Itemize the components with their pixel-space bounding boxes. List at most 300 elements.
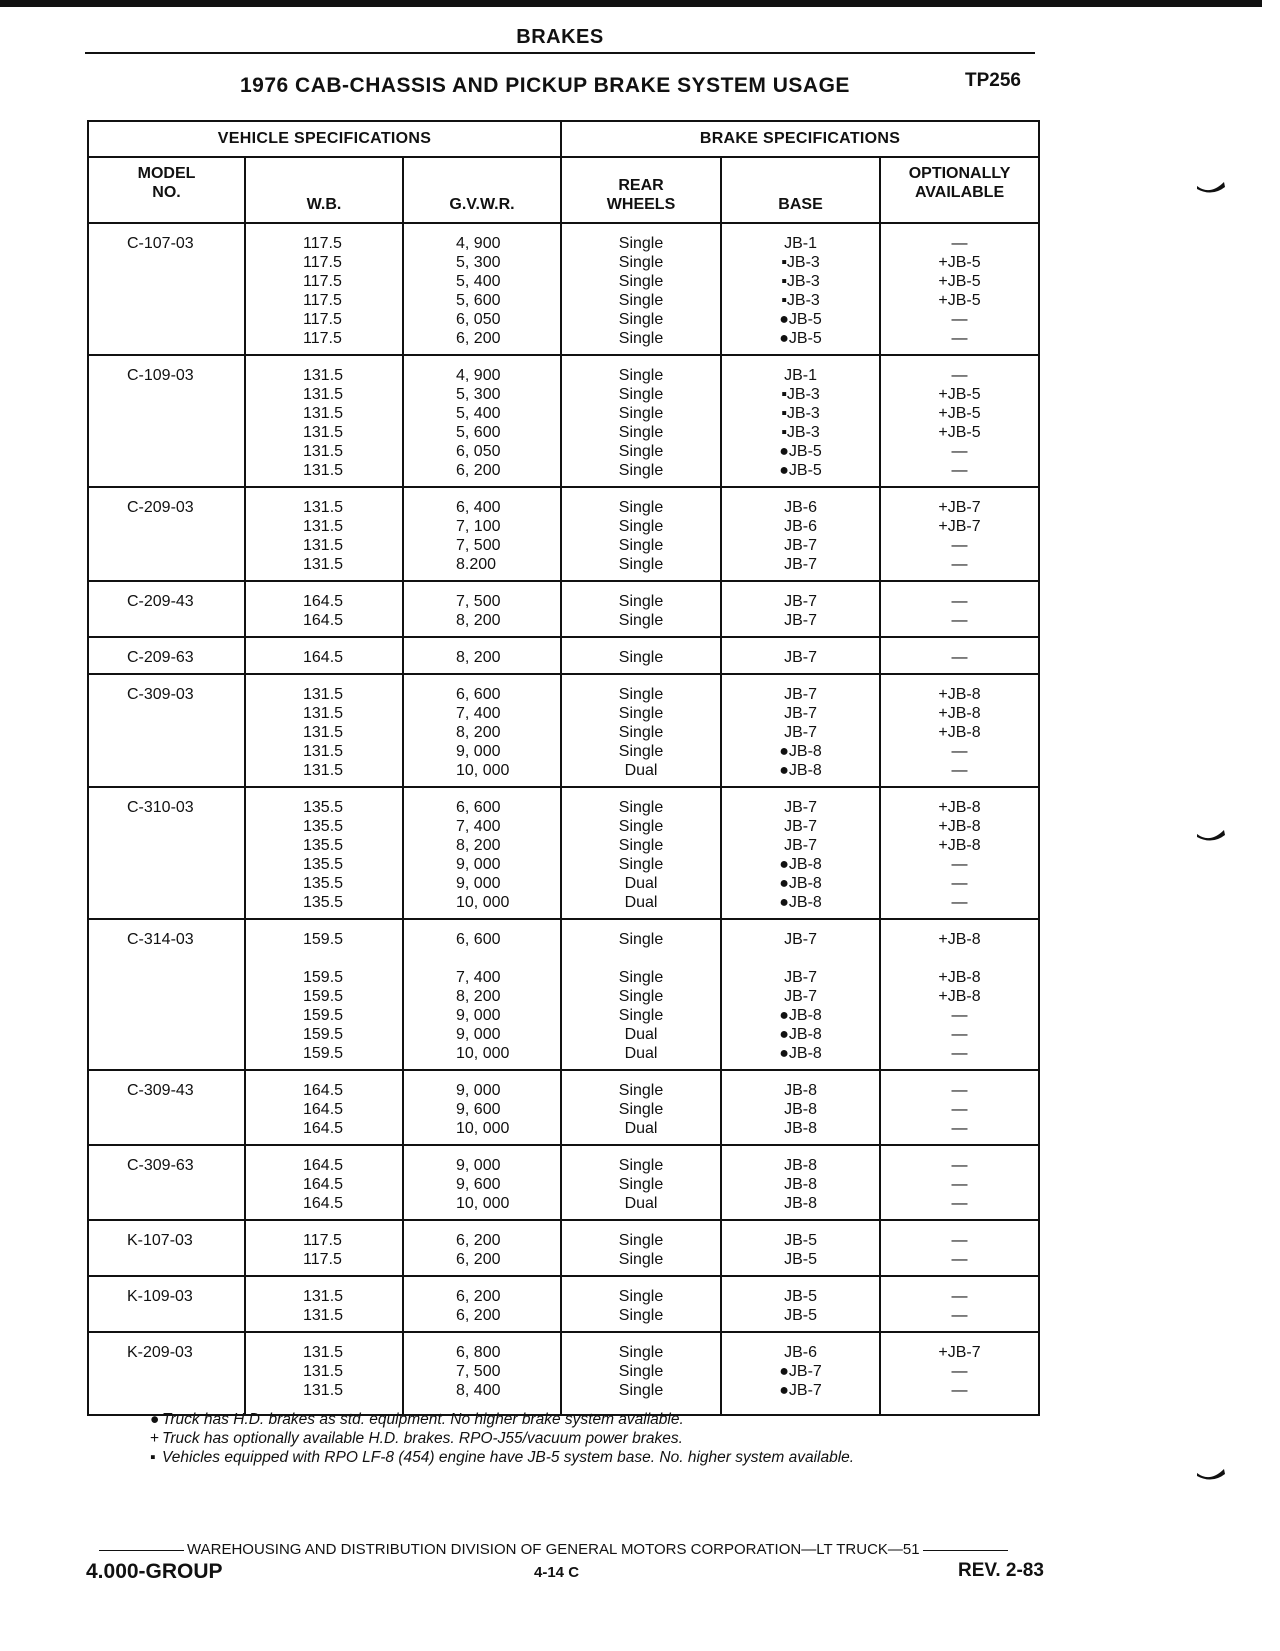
rear-wheels-value-cell [561,355,721,487]
gvwr-value: 5, 400 [456,405,501,422]
model-number: C-209-03 [127,499,194,516]
optional-brake-value: — [951,367,968,384]
base-brake-value: JB-7 [784,556,817,573]
gvwr-value: 8, 200 [456,612,501,629]
gvwr-value: 8, 200 [456,988,501,1005]
plus-mark: + [150,1430,160,1447]
rear-wheels-value: Single [618,1307,664,1324]
wb-value: 131.5 [303,743,344,760]
wb-value-cell [245,487,403,581]
gvwr-value-cell [403,487,561,581]
column-header-rear-wheels [561,157,721,223]
column-header-gvwr [403,157,561,223]
wb-value: 159.5 [303,1007,344,1024]
gvwr-value: 8, 200 [456,724,501,741]
table-row [88,1070,1039,1145]
rear-wheels-value: Single [618,1251,664,1268]
base-brake-value: JB-5 [784,1307,817,1324]
optional-brake-value: — [951,1157,968,1174]
table-row [88,674,1039,787]
wb-value-cell [245,223,403,355]
wb-value: 135.5 [303,894,344,911]
optional-brake-value: +JB-7 [938,499,981,516]
optional-brake-value: +JB-5 [938,405,981,422]
rear-wheels-value: Single [618,856,664,873]
optional-brake-value: — [951,1251,968,1268]
column-header-line: AVAILABLE [914,184,1005,201]
wb-value: 135.5 [303,818,344,835]
wb-value: 131.5 [303,518,344,535]
optional-brake-value-cell [880,1276,1039,1332]
optional-brake-value: +JB-7 [938,1344,981,1361]
base-brake-value: ●JB-5 [779,311,822,328]
base-brake-value: JB-1 [784,235,817,252]
model-number: C-107-03 [127,235,194,252]
optional-brake-value: +JB-5 [938,254,981,271]
table-body [88,223,1039,1415]
base-brake-value: JB-7 [784,837,817,854]
footer-group: 4.000-GROUP [86,1560,223,1583]
gvwr-value: 7, 500 [456,537,501,554]
footer-page-number: 4-14 C [534,1564,580,1581]
optional-brake-value: +JB-7 [938,518,981,535]
wb-value: 131.5 [303,1307,344,1324]
column-header-model [88,157,245,223]
gvwr-value-cell [403,223,561,355]
base-brake-value: ●JB-8 [779,762,822,779]
optional-brake-value: — [951,1288,968,1305]
rear-wheels-value-cell [561,487,721,581]
base-brake-value: JB-6 [784,499,817,516]
rear-wheels-value: Single [618,292,664,309]
gvwr-value: 6, 200 [456,330,501,347]
gvwr-value: 5, 600 [456,292,501,309]
wb-value: 117.5 [303,1232,342,1249]
table-row [88,1145,1039,1220]
model-number-cell [88,637,245,674]
optional-brake-value: +JB-8 [938,837,981,854]
optional-brake-value: — [951,856,968,873]
rear-wheels-value: Single [618,686,664,703]
base-brake-value: ●JB-5 [779,443,822,460]
wb-value: 131.5 [303,1344,344,1361]
gvwr-value: 10, 000 [456,1120,510,1137]
rear-wheels-value: Single [618,311,664,328]
binder-hole-mark-icon [1196,828,1226,844]
wb-value: 117.5 [303,330,342,347]
gvwr-value: 9, 600 [456,1101,501,1118]
bullet-mark: ● [150,1411,160,1428]
optional-brake-value-cell [880,1220,1039,1276]
base-brake-value: JB-7 [784,724,817,741]
optional-brake-value: — [951,875,968,892]
rear-wheels-value: Single [618,330,664,347]
vehicle-specifications-header: VEHICLE SPECIFICATIONS [88,121,561,157]
gvwr-value: 8, 200 [456,649,501,666]
wb-value: 164.5 [303,612,344,629]
wb-value: 117.5 [303,1251,342,1268]
gvwr-value: 9, 000 [456,1082,501,1099]
wb-value: 135.5 [303,856,344,873]
base-brake-value: JB-7 [784,686,817,703]
base-brake-value: JB-7 [784,537,817,554]
optional-brake-value: — [951,1120,968,1137]
gvwr-value: 9, 600 [456,1176,501,1193]
base-brake-value: JB-7 [784,593,817,610]
wb-value: 131.5 [303,443,344,460]
base-brake-value: ●JB-8 [779,1007,822,1024]
gvwr-value: 7, 500 [456,593,501,610]
rear-wheels-value: Single [618,969,664,986]
base-brake-value: ▪JB-3 [781,292,820,309]
base-brake-value: ▪JB-3 [781,386,820,403]
wb-value-cell [245,581,403,637]
footnote [150,1429,854,1448]
rear-wheels-value: Single [618,462,664,479]
wb-value: 159.5 [303,1045,344,1062]
model-number: C-209-63 [127,649,194,666]
wb-value: 131.5 [303,1363,344,1380]
gvwr-value: 6, 600 [456,686,501,703]
wb-value: 135.5 [303,875,344,892]
gvwr-value: 9, 000 [456,1007,501,1024]
wb-value: 131.5 [303,1288,344,1305]
rear-wheels-value: Single [618,931,664,948]
gvwr-value: 8, 200 [456,837,501,854]
section-title: BRAKES [516,26,604,48]
rear-wheels-value: Single [618,443,664,460]
model-number-cell [88,787,245,919]
optional-brake-value-cell [880,487,1039,581]
optional-brake-value: — [951,1082,968,1099]
optional-brake-value: — [951,443,968,460]
footer-publisher-text: WAREHOUSING AND DISTRIBUTION DIVISION OF GENERAL MOTORS CORPORATION—LT TRUCK—51 [187,1541,920,1558]
rear-wheels-value-cell [561,1220,721,1276]
gvwr-value: 6, 400 [456,499,501,516]
base-brake-value: JB-6 [784,1344,817,1361]
column-header-wb [245,157,403,223]
gvwr-value: 6, 200 [456,1232,501,1249]
model-number-cell [88,674,245,787]
rear-wheels-value: Single [618,1176,664,1193]
base-brake-value: JB-5 [784,1288,817,1305]
rear-wheels-value: Single [618,837,664,854]
wb-value: 117.5 [303,292,342,309]
wb-value: 164.5 [303,649,344,666]
base-brake-value: ●JB-5 [779,462,822,479]
optional-brake-value: — [951,311,968,328]
table-row [88,787,1039,919]
gvwr-value: 10, 000 [456,1045,510,1062]
wb-value-cell [245,1220,403,1276]
base-brake-value-cell [721,919,880,1070]
base-brake-value: ●JB-8 [779,743,822,760]
rear-wheels-value: Single [618,724,664,741]
optional-brake-value: +JB-8 [938,686,981,703]
optional-brake-value: — [951,743,968,760]
model-number: C-309-43 [127,1082,194,1099]
base-brake-value-cell [721,1070,880,1145]
wb-value: 159.5 [303,969,344,986]
base-brake-value: JB-1 [784,367,817,384]
column-header-line: G.V.W.R. [449,196,515,213]
wb-value-cell [245,355,403,487]
wb-value-cell [245,637,403,674]
footer-publisher-line [96,1541,1011,1558]
base-brake-value: ▪JB-3 [781,405,820,422]
base-brake-value-cell [721,355,880,487]
base-brake-value: ●JB-8 [779,856,822,873]
base-brake-value: JB-7 [784,818,817,835]
rear-wheels-value: Single [618,1082,664,1099]
rear-wheels-value: Single [618,1232,664,1249]
column-header-line: OPTIONALLY [908,165,1011,182]
wb-value: 164.5 [303,593,344,610]
footnote-text: Vehicles equipped with RPO LF-8 (454) engine have JB-5 system base. No. higher system available. [162,1449,855,1466]
column-header-line: REAR [618,177,664,194]
optional-brake-value-cell [880,1070,1039,1145]
gvwr-value: 7, 400 [456,705,501,722]
wb-value: 117.5 [303,254,342,271]
column-header-line: BASE [778,196,823,213]
rear-wheels-value: Single [618,1157,664,1174]
base-brake-value-cell [721,787,880,919]
rear-wheels-value: Dual [624,1195,658,1212]
model-number-cell [88,355,245,487]
table-row [88,1220,1039,1276]
column-header-row [88,157,1039,223]
optional-brake-value-cell [880,223,1039,355]
gvwr-value: 6, 200 [456,1288,501,1305]
gvwr-value: 6, 200 [456,462,501,479]
rear-wheels-value: Single [618,818,664,835]
footer-rule-right [923,1550,1008,1551]
wb-value: 131.5 [303,424,344,441]
gvwr-value: 8.200 [456,556,497,573]
table-row [88,355,1039,487]
optional-brake-value: — [951,1007,968,1024]
gvwr-value-cell [403,674,561,787]
base-brake-value: ▪JB-3 [781,273,820,290]
base-brake-value: JB-8 [784,1157,817,1174]
optional-brake-value: — [951,1195,968,1212]
wb-value: 164.5 [303,1101,344,1118]
base-brake-value-cell [721,581,880,637]
gvwr-value: 10, 000 [456,894,510,911]
rear-wheels-value: Single [618,1288,664,1305]
table-row [88,487,1039,581]
wb-value: 131.5 [303,705,344,722]
model-number: K-109-03 [127,1288,193,1305]
optional-brake-value: +JB-8 [938,818,981,835]
optional-brake-value-cell [880,674,1039,787]
base-brake-value-cell [721,487,880,581]
model-number-cell [88,1276,245,1332]
gvwr-value-cell [403,581,561,637]
rear-wheels-value: Dual [624,762,658,779]
title-rule [85,52,1035,54]
column-header-line: MODEL [137,165,196,182]
optional-brake-value: — [951,1101,968,1118]
base-brake-value-cell [721,1145,880,1220]
wb-value: 164.5 [303,1195,344,1212]
top-edge-bar [0,0,1262,7]
wb-value-cell [245,674,403,787]
rear-wheels-value: Single [618,988,664,1005]
base-brake-value: JB-8 [784,1082,817,1099]
rear-wheels-value: Single [618,424,664,441]
model-number: C-309-03 [127,686,194,703]
base-brake-value: ●JB-8 [779,1026,822,1043]
optional-brake-value: — [951,1176,968,1193]
model-number: C-209-43 [127,593,194,610]
rear-wheels-value: Single [618,556,664,573]
wb-value: 131.5 [303,499,344,516]
rear-wheels-value: Single [618,705,664,722]
optional-brake-value: +JB-5 [938,386,981,403]
square-mark: ▪ [150,1449,156,1466]
model-number: C-314-03 [127,931,194,948]
rear-wheels-value: Single [618,405,664,422]
gvwr-value: 5, 300 [456,386,501,403]
base-brake-value: JB-8 [784,1195,817,1212]
base-brake-value: JB-7 [784,612,817,629]
wb-value-cell [245,787,403,919]
footnotes [150,1410,854,1467]
wb-value: 131.5 [303,405,344,422]
rear-wheels-value: Single [618,386,664,403]
rear-wheels-value-cell [561,919,721,1070]
wb-value: 117.5 [303,273,342,290]
gvwr-value: 7, 500 [456,1363,501,1380]
gvwr-value: 6, 050 [456,311,501,328]
base-brake-value: JB-7 [784,705,817,722]
gvwr-value: 8, 400 [456,1382,501,1399]
gvwr-value: 7, 400 [456,818,501,835]
base-brake-value-cell [721,637,880,674]
model-number: C-310-03 [127,799,194,816]
base-brake-value: JB-8 [784,1176,817,1193]
base-brake-value: ▪JB-3 [781,254,820,271]
gvwr-value-cell [403,355,561,487]
optional-brake-value: — [951,1232,968,1249]
rear-wheels-value-cell [561,223,721,355]
optional-brake-value: — [951,556,968,573]
optional-brake-value-cell [880,787,1039,919]
optional-brake-value: +JB-5 [938,292,981,309]
optional-brake-value-cell [880,1145,1039,1220]
rear-wheels-value: Single [618,499,664,516]
base-brake-value: JB-7 [784,931,817,948]
rear-wheels-value-cell [561,787,721,919]
wb-value: 164.5 [303,1082,344,1099]
rear-wheels-value: Single [618,799,664,816]
gvwr-value: 5, 400 [456,273,501,290]
wb-value: 159.5 [303,988,344,1005]
column-header-base [721,157,880,223]
optional-brake-value: — [951,1045,968,1062]
optional-brake-value: — [951,1026,968,1043]
document-code: TP256 [965,70,1021,91]
gvwr-value: 5, 600 [456,424,501,441]
rear-wheels-value-cell [561,674,721,787]
footnote-text: Truck has optionally available H.D. brakes. RPO-J55/vacuum power brakes. [162,1430,683,1447]
base-brake-value-cell [721,223,880,355]
rear-wheels-value-cell [561,1145,721,1220]
optional-brake-value: — [951,894,968,911]
brake-usage-table [87,120,1040,1416]
table-row [88,581,1039,637]
table-row [88,919,1039,1070]
base-brake-value: JB-8 [784,1101,817,1118]
wb-value: 131.5 [303,367,344,384]
table-row [88,1332,1039,1415]
rear-wheels-value: Single [618,612,664,629]
gvwr-value: 4, 900 [456,235,501,252]
rear-wheels-value: Single [618,593,664,610]
wb-value: 131.5 [303,1382,344,1399]
brake-usage-table-container [87,120,1038,1416]
gvwr-value: 9, 000 [456,743,501,760]
optional-brake-value: — [951,612,968,629]
optional-brake-value: +JB-8 [938,705,981,722]
rear-wheels-value-cell [561,1070,721,1145]
optional-brake-value: — [951,762,968,779]
base-brake-value-cell [721,1332,880,1415]
optional-brake-value: +JB-5 [938,424,981,441]
rear-wheels-value: Dual [624,1120,658,1137]
base-brake-value: ▪JB-3 [781,424,820,441]
base-brake-value: ●JB-7 [779,1363,822,1380]
optional-brake-value: — [951,1307,968,1324]
wb-value: 131.5 [303,762,344,779]
base-brake-value: JB-7 [784,988,817,1005]
base-brake-value: JB-6 [784,518,817,535]
gvwr-value: 7, 100 [456,518,501,535]
gvwr-value: 9, 000 [456,1157,501,1174]
wb-value: 164.5 [303,1157,344,1174]
optional-brake-value: +JB-8 [938,988,981,1005]
optional-brake-value: — [951,537,968,554]
base-brake-value-cell [721,1220,880,1276]
base-brake-value: ●JB-8 [779,894,822,911]
footnote-text: Truck has H.D. brakes as std. equipment. No higher brake system available. [162,1411,684,1428]
rear-wheels-value: Single [618,1101,664,1118]
gvwr-value-cell [403,787,561,919]
gvwr-value: 6, 800 [456,1344,501,1361]
column-header-line: W.B. [306,196,342,213]
gvwr-value-cell [403,1332,561,1415]
optional-brake-value: — [951,462,968,479]
optional-brake-value: +JB-8 [938,969,981,986]
optional-brake-value: — [951,1363,968,1380]
gvwr-value: 10, 000 [456,762,510,779]
gvwr-value-cell [403,1070,561,1145]
model-number-cell [88,1070,245,1145]
gvwr-value: 9, 000 [456,875,501,892]
base-brake-value: JB-5 [784,1232,817,1249]
gvwr-value: 9, 000 [456,1026,501,1043]
gvwr-value: 5, 300 [456,254,501,271]
gvwr-value: 6, 600 [456,799,501,816]
model-number-cell [88,487,245,581]
optional-brake-value-cell [880,637,1039,674]
model-number-cell [88,223,245,355]
wb-value: 131.5 [303,462,344,479]
base-brake-value: JB-7 [784,799,817,816]
model-number-cell [88,1332,245,1415]
optional-brake-value-cell [880,355,1039,487]
